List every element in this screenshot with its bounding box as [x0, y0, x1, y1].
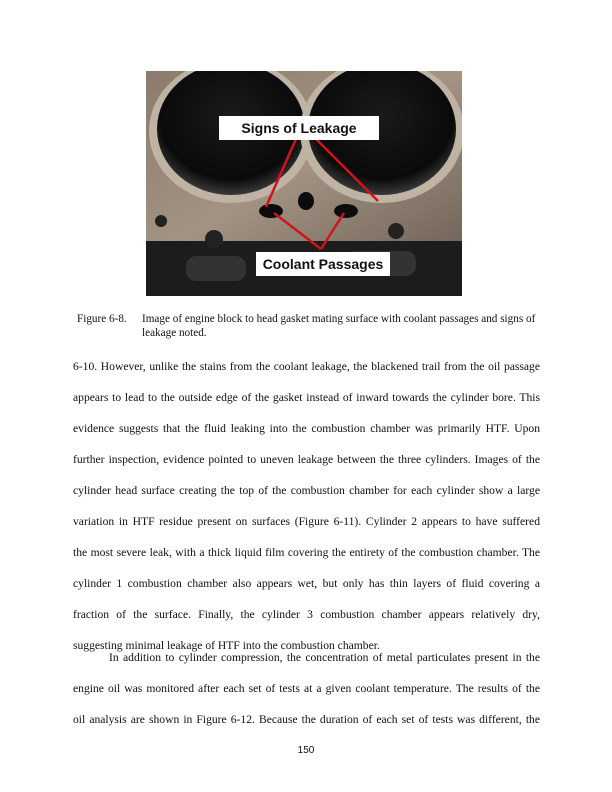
body-line: further inspection, evidence pointed to uneven leakage between the three cylinders. Images of the — [73, 453, 540, 466]
caption-text: Image of engine block to head gasket mating surface with coolant passages and signs of leakage noted. — [142, 313, 536, 339]
body-line: cylinder head surface creating the top of the combustion chamber for each cylinder show a large — [73, 484, 540, 497]
body-line: engine oil was monitored after each set of tests at a given coolant temperature. The results of the — [73, 682, 540, 695]
body-line: evidence suggests that the fluid leaking into the combustion chamber was primarily HTF. Upon — [73, 422, 540, 435]
body-line: fraction of the surface. Finally, the cylinder 3 combustion chamber appears relatively dry, — [73, 608, 540, 621]
page-number: 150 — [297, 745, 315, 756]
body-line: oil analysis are shown in Figure 6-12. Because the duration of each set of tests was different, the — [73, 713, 540, 726]
body-line: cylinder 1 combustion chamber also appears wet, but only has thin layers of fluid covering a — [73, 577, 540, 590]
body-line: the most severe leak, with a thick liquid film covering the entirety of the combustion chamber. The — [73, 546, 540, 559]
body-line: 6-10. However, unlike the stains from the coolant leakage, the blackened trail from the oil passage — [73, 360, 540, 373]
coolant-passages-label: Coolant Passages — [262, 256, 384, 272]
caption-number: Figure 6-8. — [77, 313, 127, 325]
body-line: variation in HTF residue present on surfaces (Figure 6-11). Cylinder 2 appears to have suffered — [73, 515, 540, 528]
body-line: appears to lead to the outside edge of the gasket instead of inward towards the cylinder bore. This — [73, 391, 540, 404]
body-line: In addition to cylinder compression, the concentration of metal particulates present in the — [109, 651, 540, 664]
engine-block-photo — [146, 71, 462, 296]
body-line: suggesting minimal leakage of HTF into the combustion chamber. — [73, 639, 380, 652]
signs-of-leakage-label: Signs of Leakage — [241, 120, 357, 136]
